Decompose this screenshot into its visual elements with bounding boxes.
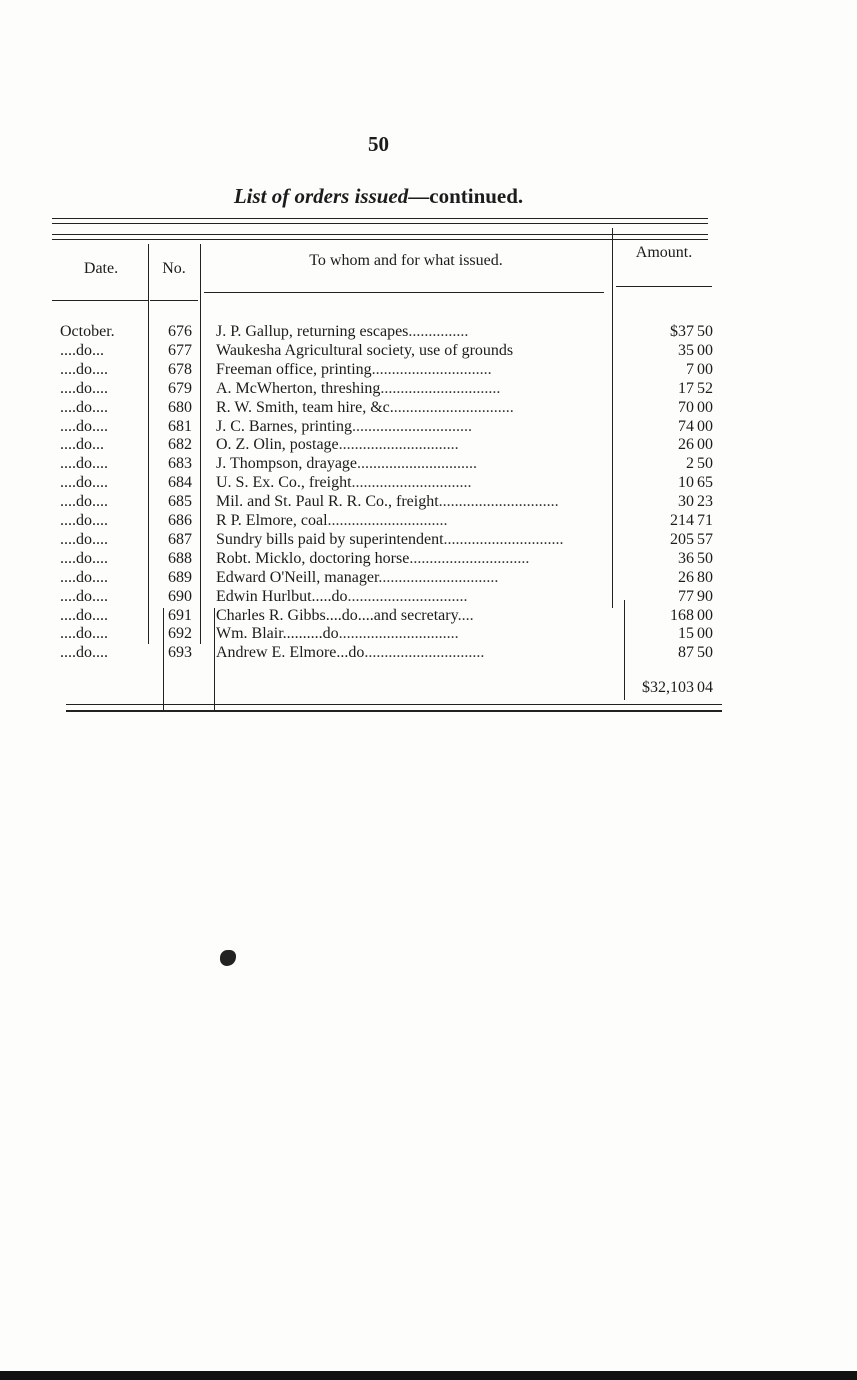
row-description-cell [216, 360, 616, 379]
row-leader-dots: .............................. [378, 568, 499, 586]
row-description-cell [216, 643, 616, 662]
row-amount-cents: 23 [697, 493, 713, 511]
row-number: 678 [168, 360, 192, 378]
row-description-cell [216, 473, 616, 492]
row-date: ....do.... [60, 587, 108, 605]
table-row [0, 643, 857, 662]
row-description: Freeman office, printing [216, 360, 372, 378]
table-row [0, 549, 857, 568]
row-number: 691 [168, 606, 192, 624]
row-amount-cents: 80 [697, 568, 713, 586]
table-row [0, 492, 857, 511]
row-amount-dollars: 30 [678, 493, 694, 511]
row-amount-dollars: 26 [678, 568, 694, 586]
table-row [0, 341, 857, 360]
row-description: U. S. Ex. Co., freight [216, 474, 352, 492]
page-title [0, 184, 757, 209]
row-amount-dollars: 2 [686, 455, 694, 473]
row-date: ....do.... [60, 549, 108, 567]
row-date: ....do... [60, 436, 104, 454]
row-description: J. P. Gallup, returning escapes [216, 323, 409, 340]
row-amount-cents: 00 [697, 417, 713, 435]
row-amount-cents: 71 [697, 512, 713, 529]
row-amount-cents: 00 [697, 625, 713, 643]
row-amount-cents: 50 [697, 323, 713, 340]
table-row [0, 417, 857, 436]
row-description-cell [216, 568, 616, 587]
table-row [0, 530, 857, 549]
row-amount-cents: 00 [697, 398, 713, 416]
row-description-cell [216, 379, 616, 398]
row-number: 683 [168, 455, 192, 473]
row-description: Edward O'Neill, manager [216, 568, 379, 586]
row-leader-dots: .............................. [357, 455, 478, 473]
row-description: A. McWherton, threshing [216, 379, 381, 397]
table-row [0, 379, 857, 398]
row-amount-dollars: 35 [678, 341, 694, 359]
row-description-cell [216, 341, 616, 360]
row-amount-dollars: 77 [678, 587, 694, 605]
row-amount-cents: 65 [697, 474, 713, 492]
row-number: 685 [168, 493, 192, 511]
row-leader-dots: .............................. [393, 398, 514, 416]
row-amount-dollars: 87 [678, 644, 694, 662]
header-underline [150, 300, 198, 301]
row-date: ....do.... [60, 455, 108, 473]
row-date: ....do.... [60, 493, 108, 511]
row-leader-dots: .............................. [351, 474, 472, 492]
header-underline [616, 286, 712, 287]
row-description: Sundry bills paid by superintendent [216, 530, 444, 548]
title-dash: — [408, 184, 430, 208]
row-leader-dots: .............................. [364, 644, 485, 662]
top-rule [52, 218, 708, 219]
row-number: 676 [168, 323, 192, 340]
row-description-cell [216, 435, 616, 454]
row-description-cell [216, 606, 616, 625]
row-date: ....do.... [60, 360, 108, 378]
row-date: ....do.... [60, 379, 108, 397]
row-amount-dollars: 168 [670, 606, 694, 624]
bottom-rule [66, 710, 722, 712]
row-amount-cents: 57 [697, 530, 713, 548]
table-row [0, 568, 857, 587]
row-number: 677 [168, 341, 192, 359]
row-amount-cents: 90 [697, 587, 713, 605]
row-amount-dollars: 17 [678, 379, 694, 397]
table-row [0, 473, 857, 492]
total-cents: 04 [697, 679, 713, 696]
row-number: 689 [168, 568, 192, 586]
table-row [0, 360, 857, 379]
table-row [0, 624, 857, 643]
row-date: ....do.... [60, 530, 108, 548]
row-amount-dollars: 10 [678, 474, 694, 492]
row-description: Charles R. Gibbs....do....and secretary [216, 606, 458, 624]
table-row [0, 435, 857, 454]
header-underline [52, 300, 148, 301]
row-description-cell [216, 549, 616, 568]
row-amount-cents: 50 [697, 644, 713, 662]
total-dollars: $32,103 [642, 679, 694, 696]
table-row [0, 322, 857, 341]
table-row [0, 398, 857, 417]
row-amount-cents: 00 [697, 360, 713, 378]
row-date: ....do.... [60, 417, 108, 435]
header-description: To whom and for what issued. [309, 252, 503, 269]
header-underline [204, 292, 604, 293]
header-date: Date. [83, 260, 119, 277]
row-number: 681 [168, 417, 192, 435]
row-description-cell [216, 454, 616, 473]
scan-edge [0, 1371, 857, 1380]
row-amount-dollars: 70 [678, 398, 694, 416]
row-description: R P. Elmore, coal [216, 512, 328, 529]
row-description-cell [216, 417, 616, 436]
row-number: 688 [168, 549, 192, 567]
row-description: O. Z. Olin, postage [216, 436, 339, 454]
row-amount-dollars: 205 [670, 530, 694, 548]
header-amount: Amount. [635, 244, 693, 261]
row-leader-dots: .............................. [409, 549, 530, 567]
row-description-cell [216, 587, 616, 606]
row-description: Edwin Hurlbut.....do [216, 587, 348, 605]
row-amount-cents: 52 [697, 379, 713, 397]
row-description: Robt. Micklo, doctoring horse [216, 549, 410, 567]
row-date: ....do.... [60, 606, 108, 624]
row-amount-dollars: 15 [678, 625, 694, 643]
row-number: 679 [168, 379, 192, 397]
row-number: 687 [168, 530, 192, 548]
row-description-cell [216, 322, 616, 341]
page-number: 50 [368, 132, 389, 156]
row-number: 686 [168, 512, 192, 529]
row-date: ....do... [60, 341, 104, 359]
table-row [0, 454, 857, 473]
row-description-cell [216, 511, 616, 530]
row-leader-dots: .............................. [338, 625, 459, 643]
row-date: ....do.... [60, 644, 108, 662]
row-leader-dots: .............................. [443, 530, 564, 548]
row-amount-dollars: 36 [678, 549, 694, 567]
row-description-cell [216, 492, 616, 511]
table-row [0, 587, 857, 606]
header-no: No. [162, 260, 186, 277]
title-italic: List of orders issued [233, 184, 409, 208]
row-description-cell [216, 398, 616, 417]
row-description-cell [216, 530, 616, 549]
table-row [0, 606, 857, 625]
bottom-rule [66, 704, 722, 705]
row-amount-cents: 00 [697, 341, 713, 359]
row-leader-dots: .............................. [338, 436, 459, 454]
table-row [0, 511, 857, 530]
row-leader-dots: ............... [408, 323, 469, 340]
top-rule [52, 223, 708, 224]
row-description: Wm. Blair..........do [216, 625, 339, 643]
row-description-cell [216, 624, 616, 643]
row-description: Waukesha Agricultural society, use of grounds [216, 341, 514, 359]
row-number: 690 [168, 587, 192, 605]
row-number: 682 [168, 436, 192, 454]
row-date: ....do.... [60, 398, 108, 416]
row-description: J. Thompson, drayage [216, 455, 358, 473]
row-leader-dots: .............................. [380, 379, 501, 397]
row-leader-dots: .............................. [347, 587, 468, 605]
row-amount-cents: 50 [697, 549, 713, 567]
row-number: 692 [168, 625, 192, 643]
row-leader-dots: .............................. [327, 512, 448, 529]
row-amount-dollars: 214 [670, 512, 694, 529]
row-description: Mil. and St. Paul R. R. Co., freight [216, 493, 439, 511]
row-leader-dots: .............................. [438, 493, 559, 511]
row-date: October. [60, 323, 115, 340]
row-leader-dots: .............................. [371, 360, 492, 378]
row-date: ....do.... [60, 568, 108, 586]
row-date: ....do.... [60, 625, 108, 643]
row-amount-dollars: 7 [686, 360, 694, 378]
title-continued: continued. [429, 184, 524, 208]
row-description: J. C. Barnes, printing [216, 417, 352, 435]
ink-blot [220, 950, 236, 966]
row-leader-dots: .... [457, 606, 474, 624]
row-leader-dots: .............................. [352, 417, 472, 435]
row-date: ....do.... [60, 512, 108, 529]
row-amount-dollars: 26 [678, 436, 694, 454]
row-number: 684 [168, 474, 192, 492]
row-description: Andrew E. Elmore...do [216, 644, 365, 662]
row-amount-cents: 50 [697, 455, 713, 473]
row-number: 693 [168, 644, 192, 662]
row-date: ....do.... [60, 474, 108, 492]
row-amount-dollars: 74 [678, 417, 694, 435]
row-description: R. W. Smith, team hire, &c. [216, 398, 394, 416]
row-amount-dollars: $37 [670, 323, 694, 340]
header-top-rule [52, 239, 708, 240]
row-amount-cents: 00 [697, 436, 713, 454]
row-number: 680 [168, 398, 192, 416]
row-amount-cents: 00 [697, 606, 713, 624]
header-top-rule [52, 234, 708, 235]
total-row [0, 678, 857, 697]
